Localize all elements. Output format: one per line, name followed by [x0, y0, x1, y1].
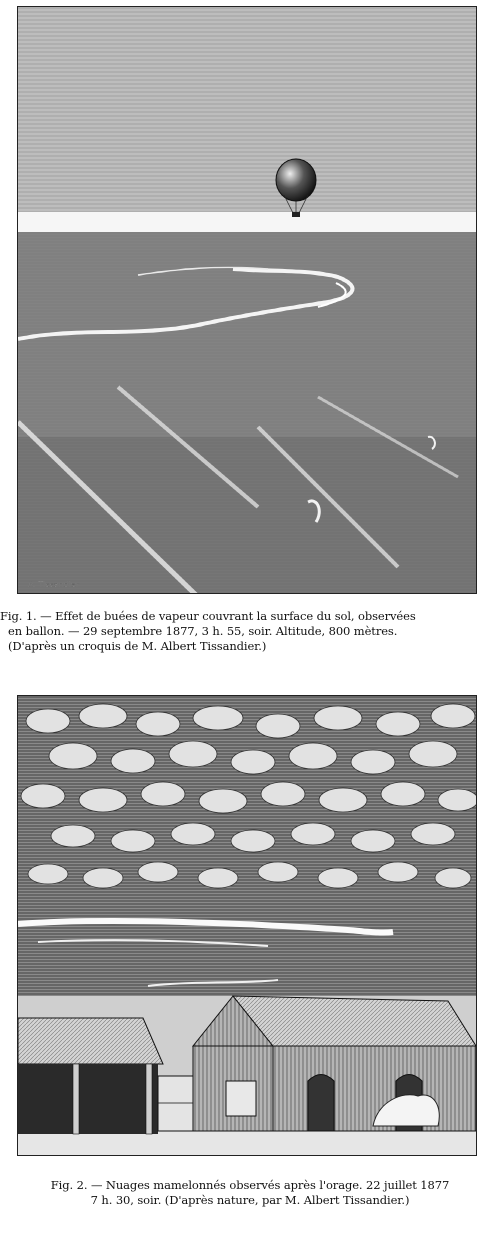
sky-area: [18, 7, 476, 212]
figure-1-caption: [0, 609, 500, 654]
engraver-signature: A. Tissandier: [28, 580, 80, 589]
caption-line: (D'après un croquis de M. Albert Tissandier.): [8, 639, 267, 653]
figure-2-caption: [0, 1178, 500, 1208]
figure-1-engraving: [17, 6, 477, 594]
caption-line: en ballon. — 29 septembre 1877, 3 h. 55, soir. Altitude, 800 mètres.: [8, 624, 398, 638]
caption-line: Fig. 2. — Nuages mamelonnés observés après l'orage. 22 juillet 1877: [50, 1178, 450, 1192]
horizon-band: [18, 212, 476, 232]
caption-line: 7 h. 30, soir. (D'après nature, par M. Albert Tissandier.): [90, 1193, 410, 1207]
caption-line: Fig. 1. — Effet de buées de vapeur couvrant la surface du sol, observées: [0, 609, 416, 623]
gate: [158, 1076, 193, 1131]
figure-2-illustration: [18, 696, 476, 1155]
barn-arch: [308, 1075, 334, 1132]
figure-2-engraving: [17, 695, 477, 1156]
figure-1-illustration: [18, 7, 476, 593]
barn-door: [226, 1081, 256, 1116]
open-shed: [18, 1018, 163, 1134]
